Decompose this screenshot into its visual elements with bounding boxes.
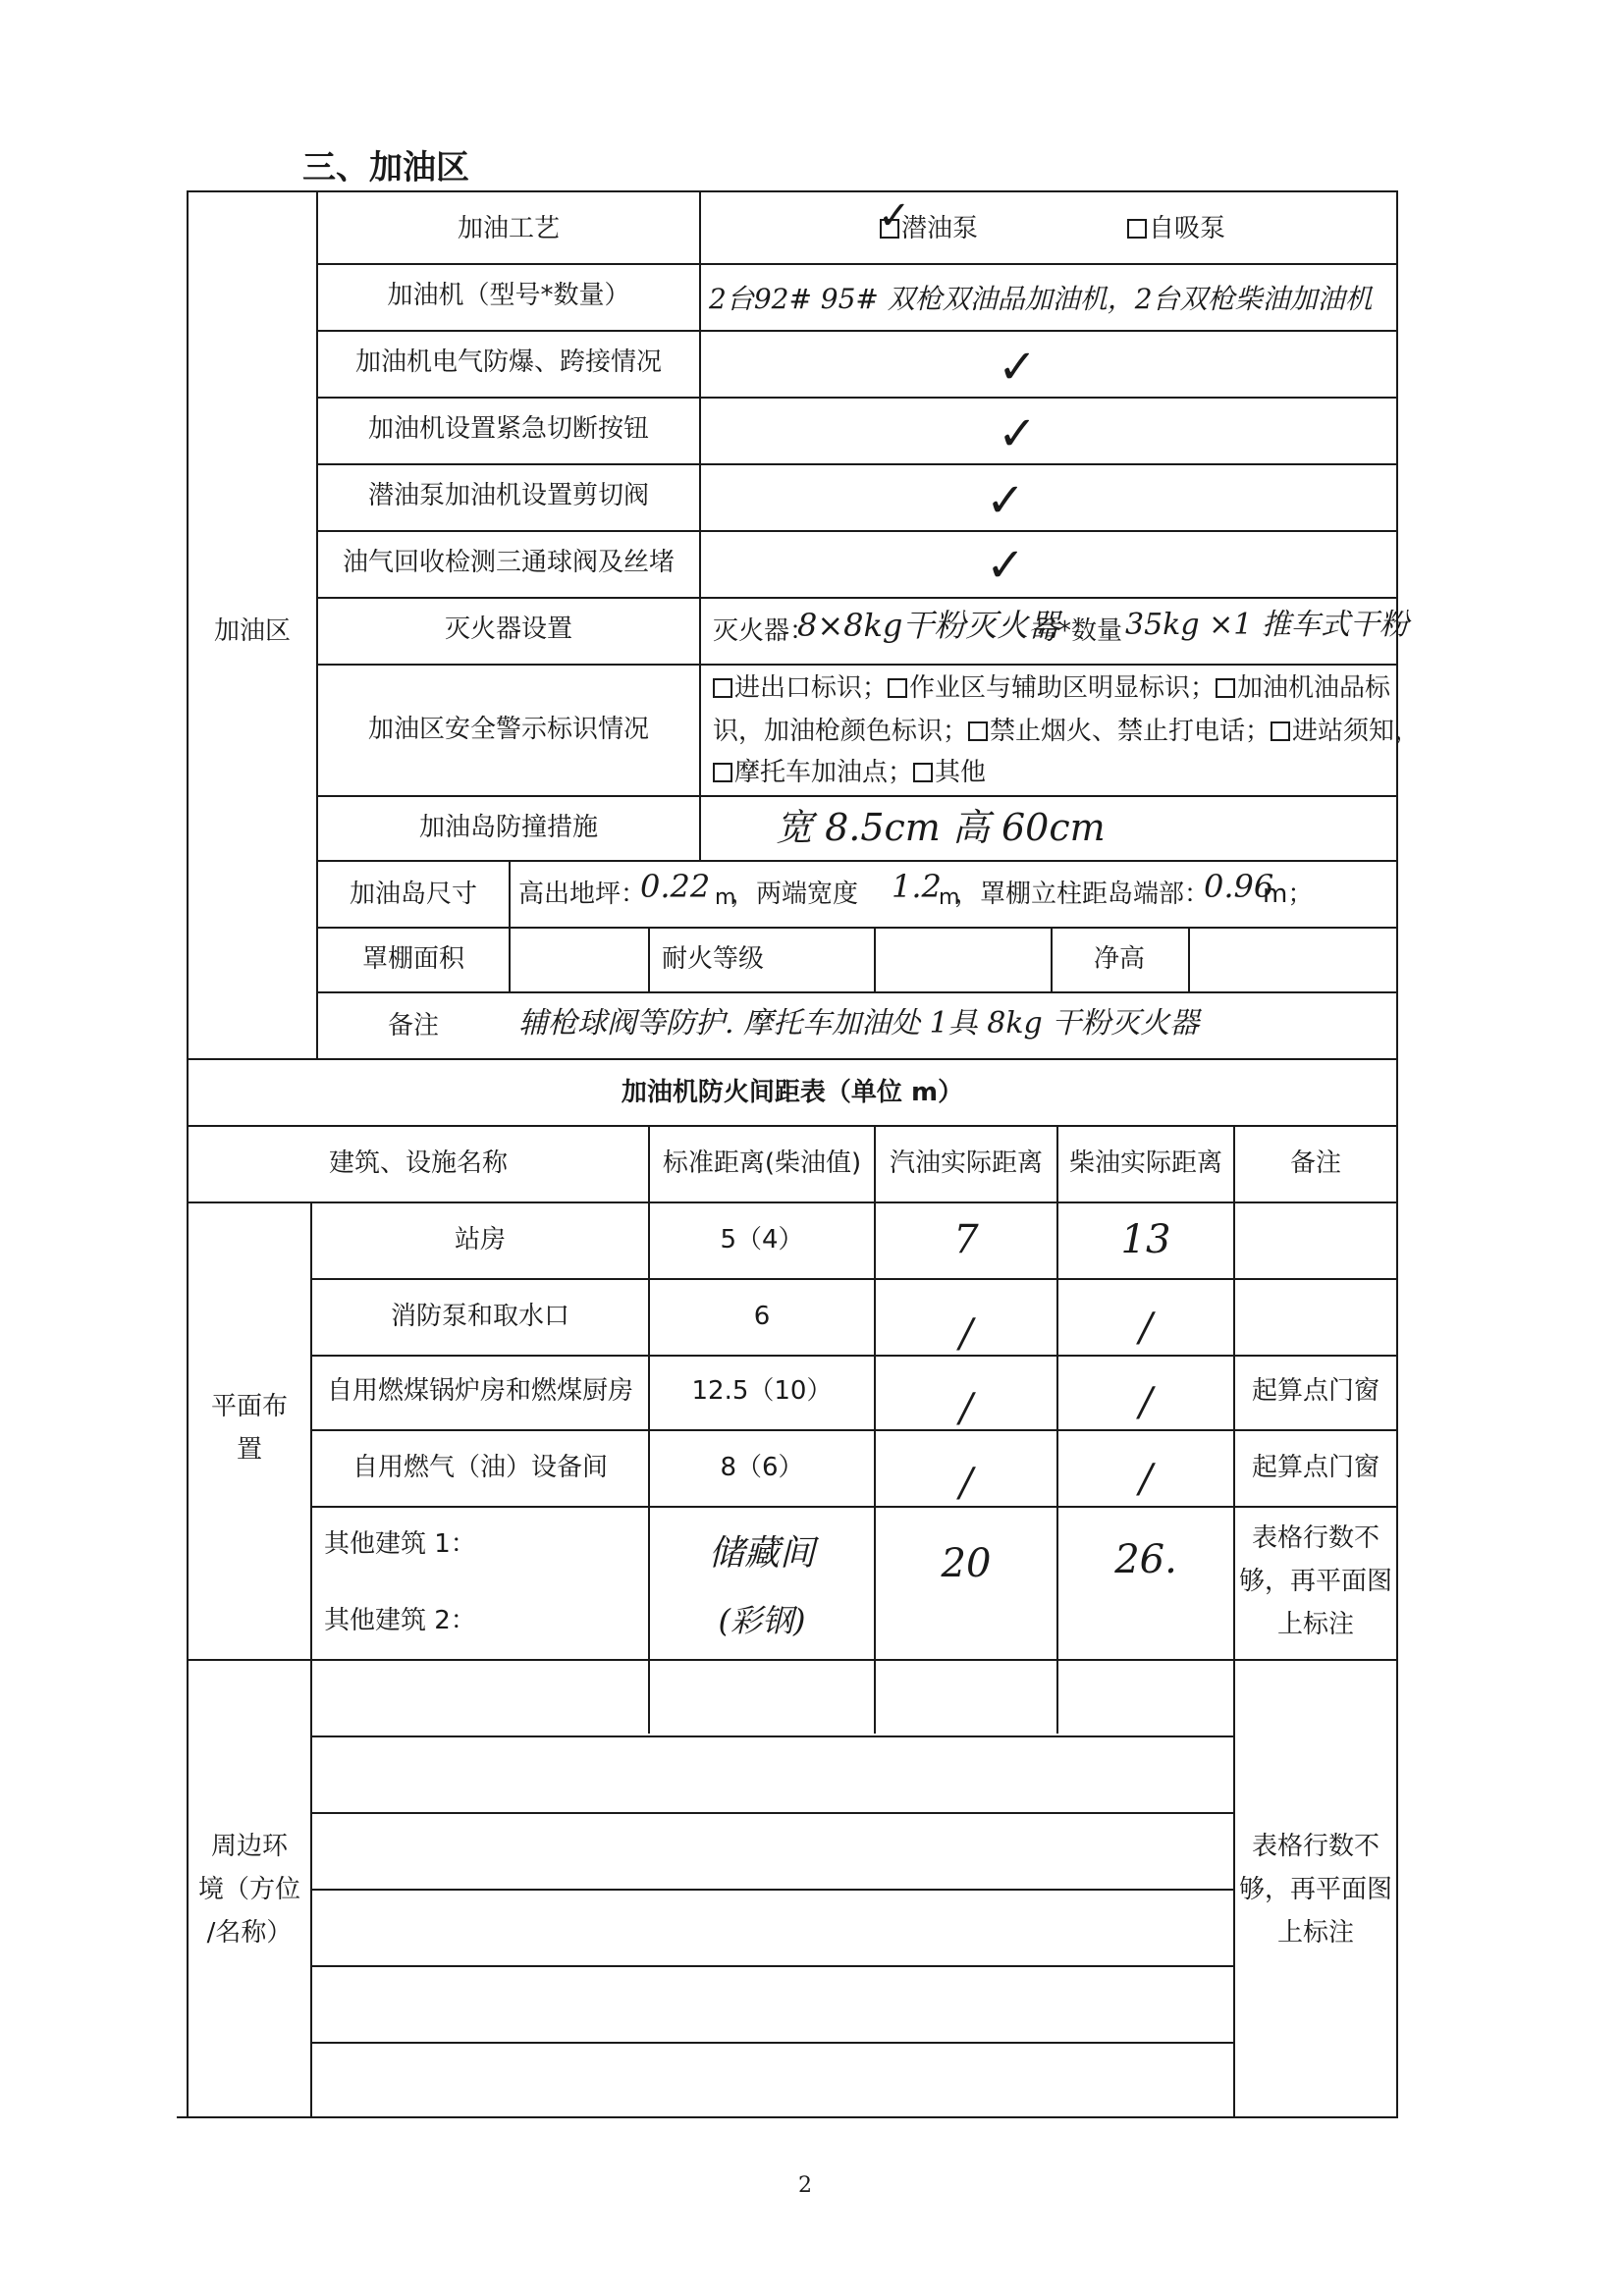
other-diesel-value: 26. [1114,1537,1177,1582]
collision-value: 宽 8.5cm 高 60cm [776,806,1106,849]
dispenser-value: 2台92# 95# 双枪双油品加油机，2台双枪柴油加油机 [709,283,1373,315]
checkbox-checked-icon[interactable] [1271,721,1290,741]
check-icon: ✓ [986,473,1026,528]
vapor-recovery-label: 油气回收检测三通球阀及丝堵 [342,548,675,577]
checkbox-icon[interactable] [1127,219,1147,239]
header-diesel: 柴油实际距离 [1068,1148,1222,1178]
signs-label: 加油区安全警示标识情况 [367,715,649,744]
checkbox-icon[interactable] [913,763,933,782]
signs-line-3: 摩托车加油点； 其他 [713,758,986,787]
row-gas: 7 [953,1217,979,1262]
shear-valve-label: 潜油泵加油机设置剪切阀 [367,481,649,510]
island-size-label: 加油岛尺寸 [349,880,477,909]
other-note-1: 表格行数不 [1251,1523,1380,1553]
island-end: m； [1263,880,1314,909]
collision-label: 加油岛防撞措施 [418,813,598,842]
row-note: 起算点门窗 [1251,1453,1380,1482]
canopy-column-value: 0.96 [1204,868,1274,905]
checkbox-checked-icon[interactable] [713,678,732,698]
env-note-2: 够，再平面图 [1238,1875,1392,1904]
row-diesel: / [1139,1306,1153,1351]
header-note: 备注 [1289,1148,1341,1178]
row-diesel: 13 [1120,1217,1171,1262]
row-name: 自用燃煤锅炉房和燃煤厨房 [326,1376,633,1406]
row-std: 6 [753,1302,771,1331]
unit-m: m [715,885,736,910]
row-name: 站房 [454,1225,506,1255]
other-building-handwritten-1: 储藏间 [708,1533,815,1574]
row-gas: / [959,1386,973,1431]
env-note-1: 表格行数不 [1251,1832,1380,1861]
process-label: 加油工艺 [457,214,560,243]
extinguisher-label: 灭火器设置 [444,614,572,644]
other-building-handwritten-2: (彩钢) [718,1602,806,1639]
remark-label: 备注 [387,1011,439,1041]
dispenser-label: 加油机（型号*数量） [387,281,630,310]
fire-rating-label: 耐火等级 [662,944,765,974]
checkbox-checked-icon[interactable] [888,678,907,698]
row-diesel: / [1139,1380,1153,1425]
plan-layout-label-1: 平面布 [210,1392,288,1421]
other-note-3: 上标注 [1276,1610,1354,1639]
other-gas-value: 20 [941,1541,992,1586]
row-std: 8（6） [720,1453,804,1482]
unit-m: m [939,885,960,910]
header-name: 建筑、设施名称 [328,1148,508,1178]
row-gas: / [959,1311,973,1357]
page-number: 2 [798,2173,812,2198]
process-option-self-priming[interactable]: 自吸泵 [1127,214,1225,243]
island-height-value: 0.22 [640,868,711,905]
checkbox-checked-icon[interactable] [1216,678,1235,698]
explosion-label: 加油机电气防爆、跨接情况 [354,347,662,377]
check-icon: ✓ [878,193,911,239]
canopy-column-label: ，罩棚立柱距岛端部： [954,880,1211,909]
checkbox-checked-icon[interactable] [968,721,988,741]
distance-table-title: 加油机防火间距表（单位 m） [621,1078,964,1107]
remark-value: 辅枪球阀等防护. 摩托车加油处 1具 8kg 干粉灭火器 [518,1006,1200,1041]
plan-layout-label-2: 置 [236,1435,262,1465]
check-icon: ✓ [998,406,1038,461]
row-name: 自用燃气（油）设备间 [352,1453,608,1482]
extinguisher-mid: 号*数量 [1033,616,1123,646]
extinguisher-prefix: 灭火器： [713,616,816,646]
island-width-label: ，两端宽度 [730,880,859,909]
emergency-stop-label: 加油机设置紧急切断按钮 [367,414,649,444]
row-std: 12.5（10） [691,1376,833,1406]
row-note: 起算点门窗 [1251,1376,1380,1406]
canopy-area-label: 罩棚面积 [361,944,464,974]
extinguisher-handwritten-1: 8×8kg干粉灭火器 [797,607,1060,644]
other-building-1-label: 其他建筑 1： [324,1529,476,1559]
other-note-2: 够，再平面图 [1238,1567,1392,1596]
row-name: 消防泵和取水口 [390,1302,569,1331]
header-standard: 标准距离(柴油值) [662,1148,862,1178]
check-icon: ✓ [998,340,1038,395]
process-option-submersible[interactable]: 潜油泵 [880,214,978,243]
signs-line-1: 进出口标识； 作业区与辅助区明显标识； 加油机油品标 [713,673,1390,703]
env-label-2: 境（方位 [197,1875,300,1904]
net-height-label: 净高 [1093,944,1145,974]
section-title: 三、加油区 [302,148,469,187]
row-diesel: / [1139,1457,1153,1502]
check-icon: ✓ [986,538,1026,593]
row-std: 5（4） [720,1225,804,1255]
env-label-3: /名称） [206,1918,293,1948]
island-width-value: 1.2 [892,868,942,905]
island-height-label: 高出地坪： [518,880,647,909]
extinguisher-handwritten-2: 35kg ×1 推车式干粉 [1125,608,1409,642]
env-note-3: 上标注 [1276,1918,1354,1948]
checkbox-checked-icon[interactable] [713,763,732,782]
area-label: 加油区 [213,616,291,646]
header-gasoline: 汽油实际距离 [889,1148,1043,1178]
other-building-2-label: 其他建筑 2： [324,1606,476,1635]
row-gas: / [959,1461,973,1506]
env-label-1: 周边环 [210,1832,288,1861]
signs-line-2: 识，加油枪颜色标识； 禁止烟火、禁止打电话； 进站须知， [713,717,1421,746]
